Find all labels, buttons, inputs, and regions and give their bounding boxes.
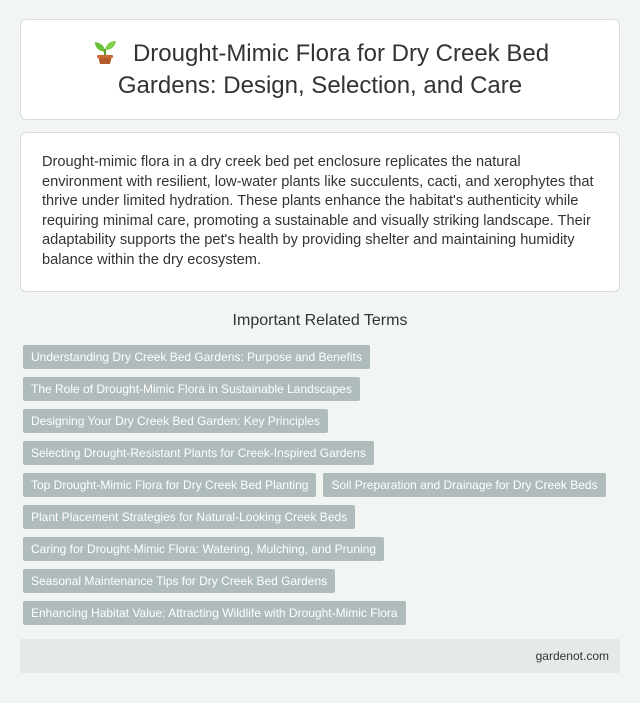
title-card	[20, 19, 620, 120]
page-title	[51, 38, 589, 102]
term-row	[23, 569, 613, 593]
summary-text: Drought-mimic flora in a dry creek bed pet enclosure replicates the natural environment with resilient, low-water plants like succulents, cacti, and xerophytes that thrive under limited hydration. These plants enhance the habitat's authenticity while requiring minimal care, promoting a sustainable and visually striking landscape. Their adaptability supports the pet's health by providing shelter and maintaining humidity balance within the dry ecosystem.	[42, 154, 594, 268]
summary-card	[20, 132, 620, 292]
term-link[interactable]: Top Drought-Mimic Flora for Dry Creek Bed Planting	[23, 473, 316, 497]
term-row	[23, 505, 613, 529]
term-row	[23, 537, 613, 561]
term-row	[23, 441, 613, 465]
term-row	[23, 377, 613, 401]
term-row	[23, 601, 613, 625]
seedling-icon	[91, 38, 119, 64]
page-title-text: Drought-Mimic Flora for Dry Creek Bed Gardens: Design, Selection, and Care	[117, 39, 550, 99]
term-link[interactable]: Enhancing Habitat Value: Attracting Wildlife with Drought-Mimic Flora	[23, 601, 406, 625]
term-link[interactable]: Selecting Drought-Resistant Plants for Creek-Inspired Gardens	[23, 441, 374, 465]
footer-site-link[interactable]: gardenot.com	[535, 649, 609, 663]
term-row	[23, 345, 613, 369]
term-link[interactable]: Designing Your Dry Creek Bed Garden: Key Principles	[23, 409, 328, 433]
term-link[interactable]: Caring for Drought-Mimic Flora: Watering, Mulching, and Pruning	[23, 537, 384, 561]
related-terms-list	[23, 345, 613, 633]
term-link[interactable]: The Role of Drought-Mimic Flora in Sustainable Landscapes	[23, 377, 360, 401]
term-link[interactable]: Seasonal Maintenance Tips for Dry Creek Bed Gardens	[23, 569, 335, 593]
footer	[20, 639, 620, 673]
term-row	[23, 473, 613, 497]
term-link[interactable]: Soil Preparation and Drainage for Dry Creek Beds	[323, 473, 605, 497]
related-terms-heading: Important Related Terms	[232, 312, 408, 329]
term-row	[23, 409, 613, 433]
term-link[interactable]: Understanding Dry Creek Bed Gardens: Purpose and Benefits	[23, 345, 370, 369]
term-link[interactable]: Plant Placement Strategies for Natural-Looking Creek Beds	[23, 505, 355, 529]
